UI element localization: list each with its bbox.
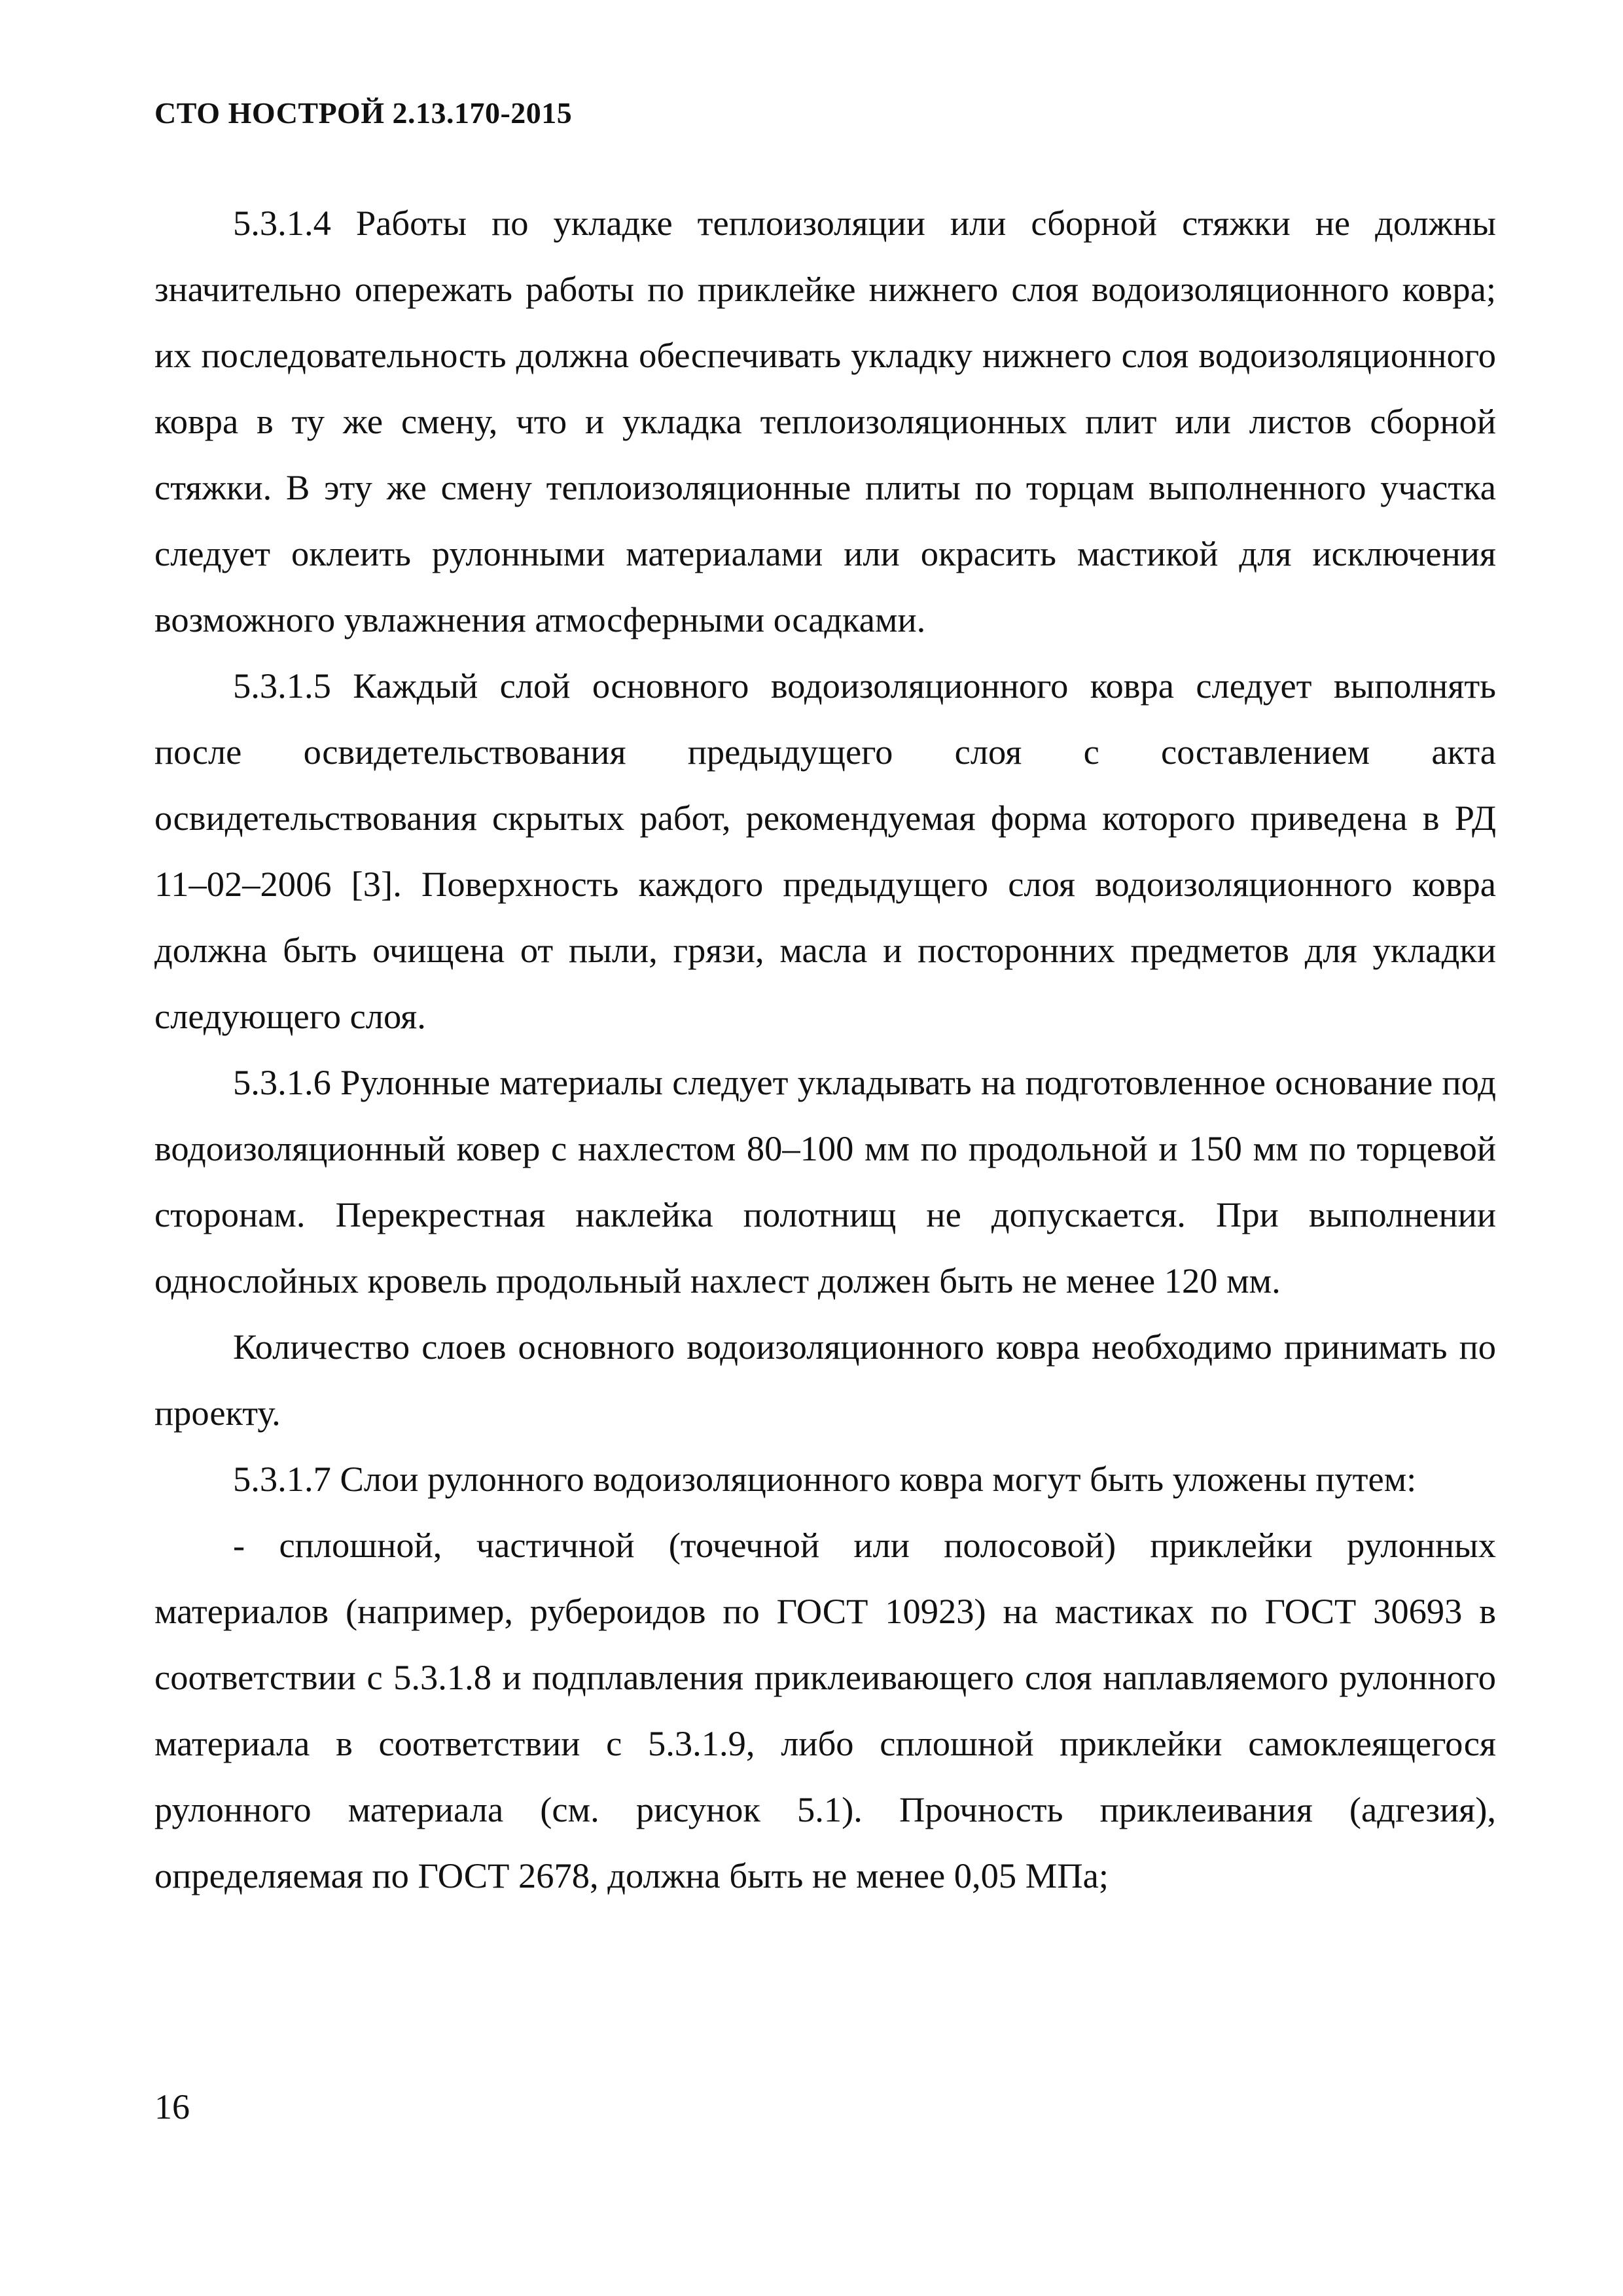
- paragraph-layer-count: Количество слоев основного водоизоляционного ковра необходимо принимать по проекту.: [154, 1327, 1496, 1433]
- paragraph-5-3-1-5: 5.3.1.5 Каждый слой основного водоизоляционного ковра следует выполнять после освидетельствования предыдущего слоя с составлением акта освидетельствования скрытых работ, рекомендуемая форма которого приведена в РД 11–02–2006 [3]. Поверхность каждого предыдущего слоя водоизоляционного ковра должна быть очищена от пыли, грязи, масла и посторонних предметов для укладки следующего слоя.: [154, 666, 1496, 1036]
- paragraph-5-3-1-6: 5.3.1.6 Рулонные материалы следует укладывать на подготовленное основание под водоизоляционный ковер с нахлестом 80–100 мм по продольной и 150 мм по торцевой сторонам. Перекрестная наклейка полотнищ не допускается. При выполнении однослойных кровель продольный нахлест должен быть не менее 120 мм.: [154, 1062, 1496, 1300]
- page-number: 16: [154, 2087, 190, 2126]
- paragraph-5-3-1-7: 5.3.1.7 Слои рулонного водоизоляционного ковра могут быть уложены путем:: [233, 1459, 1417, 1499]
- paragraph-list-item-adhesion: - сплошной, частичной (точечной или полосовой) приклейки рулонных материалов (например, рубероидов по ГОСТ 10923) на мастиках по ГОСТ 30693 в соответствии с 5.3.1.8 и подплавления приклеивающего слоя наплавляемого рулонного материала в соответствии с 5.3.1.9, либо сплошной приклейки самоклеящегося рулонного материала (см. рисунок 5.1). Прочность приклеивания (адгезия), определяемая по ГОСТ 2678, должна быть не менее 0,05 МПа;: [154, 1525, 1496, 1895]
- document-body: [154, 190, 1496, 1909]
- paragraph-5-3-1-4: 5.3.1.4 Работы по укладке теплоизоляции или сборной стяжки не должны значительно опережать работы по приклейке нижнего слоя водоизоляционного ковра; их последовательность должна обеспечивать укладку нижнего слоя водоизоляционного ковра в ту же смену, что и укладка теплоизоляционных плит или листов сборной стяжки. В эту же смену теплоизоляционные плиты по торцам выполненного участка следует оклеить рулонными материалами или окрасить мастикой для исключения возможного увлажнения атмосферными осадками.: [154, 203, 1496, 639]
- document-header: СТО НОСТРОЙ 2.13.170-2015: [154, 96, 573, 130]
